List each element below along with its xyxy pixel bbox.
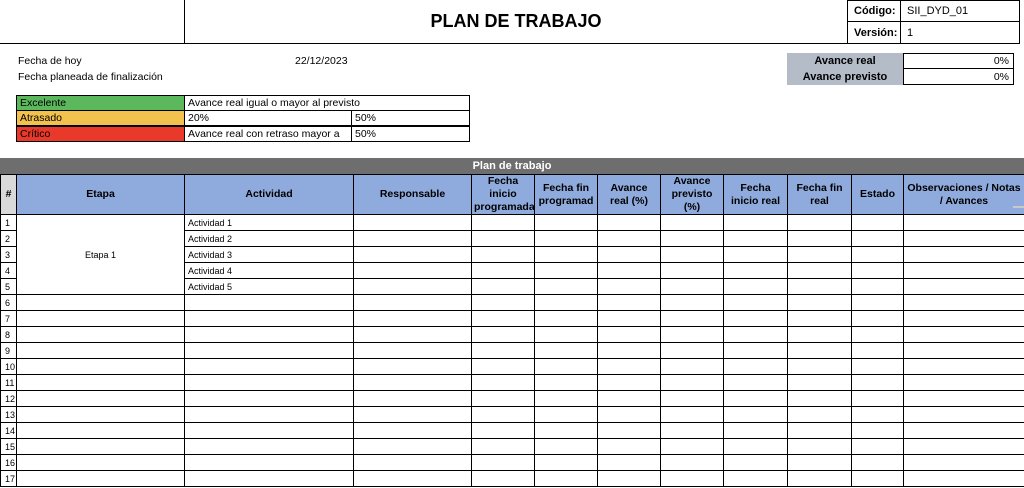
fecha-fin-real-cell[interactable]	[788, 279, 852, 295]
avance-real-cell[interactable]	[598, 471, 661, 487]
etapa-cell[interactable]	[17, 471, 185, 487]
observaciones-cell[interactable]	[904, 375, 1024, 391]
fecha-fin-real-cell[interactable]	[788, 327, 852, 343]
row-number: 6	[1, 295, 17, 311]
responsable-cell[interactable]	[354, 247, 472, 263]
header-left-cell	[0, 0, 185, 44]
fecha-fin-real-cell[interactable]	[788, 407, 852, 423]
avance-real-cell[interactable]	[598, 263, 661, 279]
fecha-fin-real-cell[interactable]	[788, 423, 852, 439]
fecha-fin-programada-cell[interactable]	[535, 295, 598, 311]
fecha-fin-programada-cell[interactable]	[535, 407, 598, 423]
observaciones-cell[interactable]	[904, 439, 1024, 455]
row-number: 15	[1, 439, 17, 455]
responsable-cell[interactable]	[354, 359, 472, 375]
estado-cell[interactable]	[852, 391, 904, 407]
fecha-inicio-programada-cell[interactable]	[472, 327, 535, 343]
fecha-inicio-real-cell[interactable]	[724, 295, 788, 311]
etapa-cell[interactable]	[17, 295, 185, 311]
avance-real-cell[interactable]	[598, 423, 661, 439]
fecha-fin-programada-cell[interactable]	[535, 263, 598, 279]
avance-previsto-cell[interactable]	[661, 295, 724, 311]
legend-atrasado-label: Atrasado	[16, 110, 185, 126]
responsable-cell[interactable]	[354, 311, 472, 327]
avance-previsto-value[interactable]: 0%	[903, 68, 1014, 85]
responsable-cell[interactable]	[354, 423, 472, 439]
avance-previsto-cell[interactable]	[661, 359, 724, 375]
table-row	[1, 343, 1024, 359]
fecha-fin-programada-cell[interactable]	[535, 343, 598, 359]
col-fecha-fin-programada: Fecha fin programad	[535, 175, 598, 215]
row-number: 12	[1, 391, 17, 407]
table-row	[1, 407, 1024, 423]
actividad-cell[interactable]	[185, 375, 354, 391]
fecha-fin-programada-cell[interactable]	[535, 375, 598, 391]
avance-previsto-cell[interactable]	[661, 375, 724, 391]
fecha-inicio-programada-cell[interactable]	[472, 359, 535, 375]
fecha-inicio-real-cell[interactable]	[724, 407, 788, 423]
etapa-cell[interactable]	[17, 439, 185, 455]
actividad-cell[interactable]	[185, 359, 354, 375]
avance-real-cell[interactable]	[598, 215, 661, 231]
page-title: PLAN DE TRABAJO	[185, 0, 847, 44]
fecha-inicio-real-cell[interactable]	[724, 343, 788, 359]
observaciones-cell[interactable]	[904, 231, 1024, 247]
fecha-inicio-programada-cell[interactable]	[472, 455, 535, 471]
estado-cell[interactable]	[852, 247, 904, 263]
fecha-fin-real-cell[interactable]	[788, 471, 852, 487]
fecha-hoy-label: Fecha de hoy	[18, 55, 82, 67]
fecha-fin-programada-cell[interactable]	[535, 327, 598, 343]
avance-real-cell[interactable]	[598, 295, 661, 311]
fecha-inicio-real-cell[interactable]	[724, 439, 788, 455]
legend-critico-value[interactable]: 50%	[351, 126, 470, 142]
avance-previsto-cell[interactable]	[661, 279, 724, 295]
fecha-inicio-real-cell[interactable]	[724, 263, 788, 279]
actividad-cell[interactable]	[185, 343, 354, 359]
actividad-cell[interactable]: Actividad 4	[185, 263, 354, 279]
estado-cell[interactable]	[852, 263, 904, 279]
fecha-inicio-programada-cell[interactable]	[472, 263, 535, 279]
avance-real-cell[interactable]	[598, 343, 661, 359]
observaciones-cell[interactable]	[904, 327, 1024, 343]
estado-cell[interactable]	[852, 423, 904, 439]
avance-real-cell[interactable]	[598, 375, 661, 391]
col-responsable: Responsable	[354, 175, 472, 215]
observaciones-cell[interactable]	[904, 311, 1024, 327]
avance-real-cell[interactable]	[598, 455, 661, 471]
table-row	[1, 423, 1024, 439]
plan-table	[0, 174, 1024, 487]
col-fecha-inicio-programada: Fecha inicio programada	[472, 175, 535, 215]
col-fecha-inicio-real: Fecha inicio real	[724, 175, 788, 215]
etapa-cell[interactable]	[17, 343, 185, 359]
fecha-inicio-programada-cell[interactable]	[472, 295, 535, 311]
legend-critico-label: Crítico	[16, 126, 185, 142]
responsable-cell[interactable]	[354, 327, 472, 343]
etapa-cell[interactable]	[17, 423, 185, 439]
fecha-inicio-real-cell[interactable]	[724, 359, 788, 375]
fecha-hoy-value[interactable]: 22/12/2023	[295, 55, 348, 67]
row-number: 10	[1, 359, 17, 375]
observaciones-cell[interactable]	[904, 279, 1024, 295]
fecha-fin-real-cell[interactable]	[788, 215, 852, 231]
row-number: 13	[1, 407, 17, 423]
actividad-cell[interactable]	[185, 471, 354, 487]
col-avance-previsto: Avance previsto (%)	[661, 175, 724, 215]
etapa-cell[interactable]	[17, 375, 185, 391]
col-actividad: Actividad	[185, 175, 354, 215]
fecha-inicio-programada-cell[interactable]	[472, 215, 535, 231]
avance-previsto-cell[interactable]	[661, 311, 724, 327]
fecha-inicio-programada-cell[interactable]	[472, 423, 535, 439]
avance-previsto-cell[interactable]	[661, 391, 724, 407]
fecha-inicio-real-cell[interactable]	[724, 327, 788, 343]
table-row	[1, 471, 1024, 487]
responsable-cell[interactable]	[354, 279, 472, 295]
estado-cell[interactable]	[852, 455, 904, 471]
estado-cell[interactable]	[852, 407, 904, 423]
avance-previsto-cell[interactable]	[661, 247, 724, 263]
codigo-label: Código:	[847, 0, 901, 22]
row-number: 5	[1, 279, 17, 295]
fecha-inicio-real-cell[interactable]	[724, 311, 788, 327]
fecha-fin-real-cell[interactable]	[788, 455, 852, 471]
table-row	[1, 455, 1024, 471]
row-number: 8	[1, 327, 17, 343]
fecha-fin-real-cell[interactable]	[788, 263, 852, 279]
fecha-fin-programada-cell[interactable]	[535, 311, 598, 327]
avance-previsto-cell[interactable]	[661, 455, 724, 471]
avance-previsto-cell[interactable]	[661, 327, 724, 343]
col-estado: Estado	[852, 175, 904, 215]
version-value[interactable]: 1	[900, 21, 1020, 44]
avance-previsto-cell[interactable]	[661, 263, 724, 279]
fecha-fin-real-cell[interactable]	[788, 439, 852, 455]
fecha-fin-real-cell[interactable]	[788, 391, 852, 407]
avance-real-cell[interactable]	[598, 311, 661, 327]
fecha-fin-programada-cell[interactable]	[535, 391, 598, 407]
etapa-cell[interactable]	[17, 391, 185, 407]
avance-real-value[interactable]: 0%	[903, 53, 1014, 69]
actividad-cell[interactable]	[185, 455, 354, 471]
etapa-cell[interactable]	[17, 407, 185, 423]
observaciones-cell[interactable]	[904, 215, 1024, 231]
fecha-fin-real-cell[interactable]	[788, 231, 852, 247]
plan-band-title: Plan de trabajo	[0, 158, 1024, 174]
table-row	[1, 215, 1024, 231]
table-row	[1, 375, 1024, 391]
col-num: #	[1, 175, 17, 215]
responsable-cell[interactable]	[354, 343, 472, 359]
etapa-cell[interactable]	[17, 311, 185, 327]
etapa-cell[interactable]	[17, 455, 185, 471]
col-fecha-fin-real: Fecha fin real	[788, 175, 852, 215]
actividad-cell[interactable]	[185, 391, 354, 407]
estado-cell[interactable]	[852, 279, 904, 295]
legend-excelente-label: Excelente	[16, 95, 185, 111]
avance-previsto-cell[interactable]	[661, 407, 724, 423]
fecha-inicio-real-cell[interactable]	[724, 391, 788, 407]
fecha-fin-real-cell[interactable]	[788, 359, 852, 375]
codigo-value[interactable]: SII_DYD_01	[900, 0, 1020, 22]
avance-real-cell[interactable]	[598, 279, 661, 295]
actividad-cell[interactable]: Actividad 1	[185, 215, 354, 231]
fecha-inicio-programada-cell[interactable]	[472, 391, 535, 407]
observaciones-cell[interactable]	[904, 391, 1024, 407]
observaciones-cell[interactable]	[904, 407, 1024, 423]
estado-cell[interactable]	[852, 231, 904, 247]
row-number: 16	[1, 455, 17, 471]
responsable-cell[interactable]	[354, 391, 472, 407]
fecha-fin-programada-cell[interactable]	[535, 215, 598, 231]
row-number: 1	[1, 215, 17, 231]
avance-previsto-cell[interactable]	[661, 215, 724, 231]
fecha-inicio-real-cell[interactable]	[724, 247, 788, 263]
fecha-inicio-programada-cell[interactable]	[472, 407, 535, 423]
fecha-fin-programada-cell[interactable]	[535, 439, 598, 455]
responsable-cell[interactable]	[354, 263, 472, 279]
estado-cell[interactable]	[852, 327, 904, 343]
observaciones-cell[interactable]	[904, 359, 1024, 375]
actividad-cell[interactable]: Actividad 5	[185, 279, 354, 295]
observaciones-cell[interactable]	[904, 423, 1024, 439]
responsable-cell[interactable]	[354, 439, 472, 455]
estado-cell[interactable]	[852, 359, 904, 375]
estado-cell[interactable]	[852, 295, 904, 311]
col-observaciones: Observaciones / Notas / Avances	[904, 175, 1024, 215]
legend-excelente-desc: Avance real igual o mayor al previsto	[184, 95, 470, 111]
fecha-fin-real-cell[interactable]	[788, 247, 852, 263]
avance-previsto-cell[interactable]	[661, 439, 724, 455]
fecha-fin-programada-cell[interactable]	[535, 423, 598, 439]
fecha-inicio-real-cell[interactable]	[724, 279, 788, 295]
fecha-inicio-real-cell[interactable]	[724, 231, 788, 247]
estado-cell[interactable]	[852, 311, 904, 327]
estado-cell[interactable]	[852, 375, 904, 391]
fecha-fin-programada-cell[interactable]	[535, 471, 598, 487]
actividad-cell[interactable]	[185, 327, 354, 343]
avance-previsto-cell[interactable]	[661, 231, 724, 247]
avance-previsto-cell[interactable]	[661, 423, 724, 439]
fecha-inicio-programada-cell[interactable]	[472, 247, 535, 263]
fecha-fin-real-cell[interactable]	[788, 295, 852, 311]
table-row	[1, 327, 1024, 343]
avance-real-cell[interactable]	[598, 407, 661, 423]
actividad-cell[interactable]	[185, 407, 354, 423]
row-number: 14	[1, 423, 17, 439]
fecha-inicio-programada-cell[interactable]	[472, 311, 535, 327]
row-number: 4	[1, 263, 17, 279]
fecha-inicio-programada-cell[interactable]	[472, 343, 535, 359]
estado-cell[interactable]	[852, 471, 904, 487]
fecha-inicio-real-cell[interactable]	[724, 375, 788, 391]
observaciones-cell[interactable]	[904, 455, 1024, 471]
fecha-inicio-real-cell[interactable]	[724, 423, 788, 439]
avance-real-cell[interactable]	[598, 247, 661, 263]
col-etapa: Etapa	[17, 175, 185, 215]
observaciones-cell[interactable]	[904, 263, 1024, 279]
fecha-inicio-real-cell[interactable]	[724, 471, 788, 487]
responsable-cell[interactable]	[354, 231, 472, 247]
fecha-fin-real-cell[interactable]	[788, 375, 852, 391]
observaciones-cell[interactable]	[904, 471, 1024, 487]
avance-real-cell[interactable]	[598, 391, 661, 407]
observaciones-cell[interactable]	[904, 343, 1024, 359]
table-row	[1, 311, 1024, 327]
avance-previsto-cell[interactable]	[661, 471, 724, 487]
observaciones-cell[interactable]	[904, 247, 1024, 263]
estado-cell[interactable]	[852, 215, 904, 231]
fecha-inicio-programada-cell[interactable]	[472, 279, 535, 295]
avance-previsto-label: Avance previsto	[787, 69, 903, 85]
avance-previsto-cell[interactable]	[661, 343, 724, 359]
col-avance-real: Avance real (%)	[598, 175, 661, 215]
fecha-fin-label: Fecha planeada de finalización	[18, 71, 163, 83]
fecha-fin-programada-cell[interactable]	[535, 455, 598, 471]
actividad-cell[interactable]	[185, 295, 354, 311]
fecha-inicio-real-cell[interactable]	[724, 455, 788, 471]
row-number: 9	[1, 343, 17, 359]
actividad-cell[interactable]: Actividad 3	[185, 247, 354, 263]
fecha-inicio-programada-cell[interactable]	[472, 231, 535, 247]
responsable-cell[interactable]	[354, 295, 472, 311]
estado-cell[interactable]	[852, 439, 904, 455]
estado-cell[interactable]	[852, 343, 904, 359]
actividad-cell[interactable]	[185, 423, 354, 439]
responsable-cell[interactable]	[354, 375, 472, 391]
table-row	[1, 295, 1024, 311]
avance-real-cell[interactable]	[598, 439, 661, 455]
fecha-inicio-programada-cell[interactable]	[472, 471, 535, 487]
fecha-fin-programada-cell[interactable]	[535, 359, 598, 375]
avance-real-cell[interactable]	[598, 327, 661, 343]
fecha-fin-programada-cell[interactable]	[535, 231, 598, 247]
row-number: 2	[1, 231, 17, 247]
observaciones-cell[interactable]	[904, 295, 1024, 311]
row-number: 17	[1, 471, 17, 487]
legend-atrasado-to[interactable]: 50%	[351, 110, 470, 126]
avance-real-label: Avance real	[787, 53, 903, 69]
responsable-cell[interactable]	[354, 407, 472, 423]
avance-real-cell[interactable]	[598, 359, 661, 375]
fecha-fin-real-cell[interactable]	[788, 343, 852, 359]
table-row	[1, 439, 1024, 455]
responsable-cell[interactable]	[354, 471, 472, 487]
actividad-cell[interactable]	[185, 439, 354, 455]
fecha-fin-programada-cell[interactable]	[535, 279, 598, 295]
fecha-inicio-real-cell[interactable]	[724, 215, 788, 231]
table-row	[1, 391, 1024, 407]
fecha-fin-real-cell[interactable]	[788, 311, 852, 327]
version-label: Versión:	[847, 21, 901, 44]
responsable-cell[interactable]	[354, 215, 472, 231]
legend-critico-desc: Avance real con retraso mayor a	[184, 126, 352, 142]
row-number: 7	[1, 311, 17, 327]
scroll-indicator[interactable]	[1013, 206, 1024, 208]
row-number: 11	[1, 375, 17, 391]
actividad-cell[interactable]	[185, 311, 354, 327]
fecha-inicio-programada-cell[interactable]	[472, 375, 535, 391]
etapa-cell[interactable]	[17, 327, 185, 343]
actividad-cell[interactable]: Actividad 2	[185, 231, 354, 247]
row-number: 3	[1, 247, 17, 263]
etapa-cell[interactable]	[17, 359, 185, 375]
fecha-inicio-programada-cell[interactable]	[472, 439, 535, 455]
table-row	[1, 359, 1024, 375]
legend-atrasado-from[interactable]: 20%	[184, 110, 352, 126]
responsable-cell[interactable]	[354, 455, 472, 471]
avance-real-cell[interactable]	[598, 231, 661, 247]
etapa-cell[interactable]: Etapa 1	[17, 215, 185, 295]
fecha-fin-programada-cell[interactable]	[535, 247, 598, 263]
